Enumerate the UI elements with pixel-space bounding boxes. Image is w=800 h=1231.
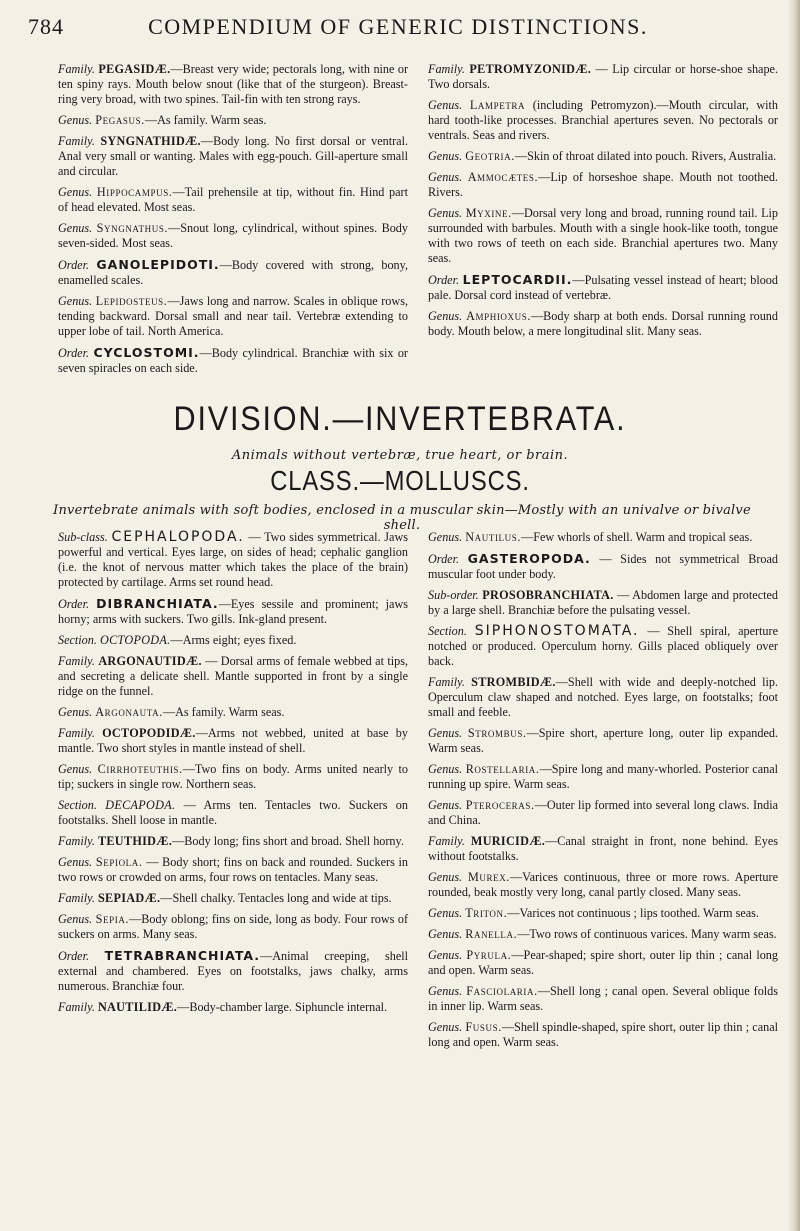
taxon-rank: Genus. bbox=[428, 170, 463, 184]
taxon-name: MURICIDÆ. bbox=[470, 834, 546, 848]
taxon-description: — Two sides symmetrical. Jaws powerful and vertical. Eyes large, on sides of head; cephalic ganglion (i.e. the knot of nervous matter which takes the place of the brain) protected by cartilage. Arms set round head. bbox=[58, 530, 408, 589]
taxon-entry bbox=[58, 855, 408, 885]
taxon-entry bbox=[58, 798, 408, 828]
taxon-name: Nautilus. bbox=[465, 530, 521, 544]
taxon-description: —Two fins on body. Arms united nearly to tip; suckers in single row. Northern seas. bbox=[58, 762, 409, 791]
taxon-description: —Body long. No first dorsal or ventral. Anal very small or wanting. Males with egg-pouch. Gill-aperture small and circular. bbox=[58, 134, 408, 178]
taxon-description: —Lip of horseshoe shape. Mouth not toothed. Rivers. bbox=[428, 170, 779, 199]
taxon-name: Pyrula. bbox=[466, 948, 512, 962]
taxon-rank: Family. bbox=[428, 675, 465, 689]
taxon-entry bbox=[58, 834, 408, 849]
taxon-entry bbox=[428, 762, 778, 792]
taxon-description: —Varices not continuous ; lips toothed. Warm seas. bbox=[507, 906, 759, 920]
taxon-name: OCTOPODIDÆ. bbox=[102, 726, 196, 740]
taxon-description: — Sides not symmetrical Broad muscular foot under body. bbox=[428, 552, 779, 581]
taxon-description: —Tail prehensile at tip, without fin. Hind part of head elevated. Most seas. bbox=[58, 185, 409, 214]
taxon-entry bbox=[428, 206, 778, 266]
taxon-description: —Snout long, cylindrical, without spines. Body seven-sided. Most seas. bbox=[58, 221, 408, 250]
taxon-entry bbox=[58, 221, 408, 251]
taxon-entry bbox=[428, 1020, 778, 1050]
taxon-entry bbox=[428, 948, 778, 978]
taxon-description: — Body short; fins on back and rounded. Suckers in two rows or crowded on arms, four rows on tentacles. Many seas. bbox=[58, 855, 408, 884]
taxon-rank: Genus. bbox=[428, 948, 463, 962]
taxon-rank: Genus. bbox=[58, 762, 93, 776]
taxon-name: Lampetra bbox=[469, 98, 526, 112]
taxon-entry bbox=[58, 530, 408, 590]
taxon-rank: Genus. bbox=[428, 1020, 463, 1034]
taxon-rank: Genus. bbox=[428, 206, 463, 220]
taxon-rank: Family. bbox=[428, 62, 465, 76]
taxon-name: SYNGNATHIDÆ. bbox=[100, 134, 201, 148]
taxon-entry bbox=[58, 912, 408, 942]
taxon-description: —Spire long and many-whorled. Posterior canal running up spire. Warm seas. bbox=[428, 762, 778, 791]
taxon-rank: Order. bbox=[58, 949, 90, 963]
taxon-entry bbox=[428, 588, 778, 618]
taxon-entry bbox=[58, 1000, 408, 1015]
taxon-name: Lepidosteus. bbox=[95, 294, 168, 308]
taxon-rank: Genus. bbox=[428, 149, 463, 163]
taxon-entry bbox=[428, 726, 778, 756]
taxon-entry bbox=[58, 654, 408, 699]
taxon-entry bbox=[428, 798, 778, 828]
taxon-description: —Outer lip formed into several long claws. India and China. bbox=[428, 798, 778, 827]
taxon-rank: Family. bbox=[58, 654, 95, 668]
taxon-name: PETROMYZONIDÆ. bbox=[469, 62, 592, 76]
taxon-entry bbox=[58, 185, 408, 215]
page-header bbox=[28, 14, 768, 44]
taxon-entry bbox=[58, 705, 408, 720]
taxon-name: NAUTILIDÆ. bbox=[97, 1000, 178, 1014]
taxon-description: —Body sharp at both ends. Dorsal running round body. Mouth below, a mere longitudinal slit. Many seas. bbox=[428, 309, 778, 338]
taxon-name: Strombus. bbox=[467, 726, 527, 740]
taxon-name: Amphioxus. bbox=[466, 309, 531, 323]
taxon-entry bbox=[58, 257, 408, 288]
taxon-name: DECAPODA. bbox=[105, 798, 176, 812]
taxon-description: —Body oblong; fins on side, long as body. Four rows of suckers on arms. Many seas. bbox=[58, 912, 409, 941]
taxon-entry bbox=[428, 530, 778, 545]
taxon-name: Fasciolaria. bbox=[466, 984, 538, 998]
taxon-rank: Family. bbox=[58, 134, 95, 148]
taxon-name: Argonauta. bbox=[95, 705, 163, 719]
taxon-entry bbox=[58, 948, 408, 994]
taxon-rank: Genus. bbox=[428, 906, 463, 920]
taxon-description: —Spire short, aperture long, outer lip expanded. Warm seas. bbox=[428, 726, 779, 755]
taxon-description: —Shell spindle-shaped, spire short, outer lip thin ; canal long and open. Warm seas. bbox=[428, 1020, 779, 1049]
taxon-rank: Genus. bbox=[428, 309, 463, 323]
taxon-entry bbox=[428, 870, 778, 900]
taxon-rank: Section. bbox=[428, 624, 467, 638]
taxon-description: (including Petromyzon).—Mouth circular, with hard tooth-like processes. Branchial apertures seven. No pectorals or ventrals. Seas and rivers. bbox=[428, 98, 778, 142]
taxon-rank: Genus. bbox=[428, 984, 463, 998]
taxon-name: SEPIADÆ. bbox=[97, 891, 161, 905]
taxon-rank: Sub-class. bbox=[58, 530, 108, 544]
taxon-name: Geotria. bbox=[465, 149, 515, 163]
taxon-description: —Breast very wide; pectorals long, with nine or ten spiny rays. Mouth below snout (like that of the sturgeon). Breast-ring very broad, with two spines. Tail-fin with ten strong rays. bbox=[58, 62, 409, 106]
taxon-name: Sepiola. bbox=[95, 855, 143, 869]
taxon-rank: Genus. bbox=[428, 927, 463, 941]
taxon-entry bbox=[58, 762, 408, 792]
taxon-rank: Genus. bbox=[58, 221, 93, 235]
taxon-description: —Animal creeping, shell external and chambered. Eyes on footstalks, jaws chalky, arms numerous. Branchiæ four. bbox=[58, 949, 409, 993]
taxon-name: Triton. bbox=[465, 906, 508, 920]
taxon-entry bbox=[428, 98, 778, 143]
taxon-name: DIBRANCHIATA. bbox=[96, 596, 219, 611]
taxon-description: — Dorsal arms of female webbed at tips, and secreting a delicate shell. Mantle supported in front by a single ridge on the funnel. bbox=[58, 654, 409, 698]
taxon-rank: Order. bbox=[428, 273, 460, 287]
taxon-rank: Section. bbox=[58, 633, 97, 647]
taxon-name: OCTOPODA. bbox=[99, 633, 171, 647]
taxon-description: —Pear-shaped; spire short, outer lip thin ; canal long and open. Warm seas. bbox=[428, 948, 778, 977]
taxon-description: —As family. Warm seas. bbox=[144, 113, 267, 127]
taxon-entry bbox=[58, 62, 408, 107]
taxon-rank: Genus. bbox=[58, 185, 93, 199]
taxon-name: Hippocampus. bbox=[96, 185, 173, 199]
taxon-rank: Genus. bbox=[58, 294, 93, 308]
taxon-name: Sepia. bbox=[95, 912, 130, 926]
class-description: Invertebrate animals with soft bodies, enclosed in a muscular skin—Mostly with an univalve or bivalve shell. bbox=[53, 503, 751, 533]
taxon-name: Pteroceras. bbox=[465, 798, 535, 812]
top-left-column bbox=[58, 62, 408, 382]
taxon-description: —Body long; fins short and broad. Shell horny. bbox=[172, 834, 404, 848]
taxon-description: —Shell long ; canal open. Several oblique folds in inner lip. Warm seas. bbox=[428, 984, 779, 1013]
taxon-rank: Genus. bbox=[428, 530, 463, 544]
taxon-name: PEGASIDÆ. bbox=[98, 62, 171, 76]
taxon-description: — Arms ten. Tentacles two. Suckers on footstalks. Shell loose in mantle. bbox=[58, 798, 408, 827]
taxon-entry bbox=[428, 927, 778, 942]
taxon-rank: Order. bbox=[58, 597, 90, 611]
taxon-rank: Family. bbox=[58, 834, 95, 848]
taxon-name: CEPHALOPODA. bbox=[111, 529, 245, 545]
taxon-description: — Shell spiral, aperture notched or produced. Operculum horny. Gills placed obliquely over back. bbox=[428, 624, 778, 668]
taxon-description: —Body-chamber large. Siphuncle internal. bbox=[177, 1000, 388, 1014]
taxon-rank: Genus. bbox=[428, 726, 463, 740]
taxon-rank: Order. bbox=[428, 552, 460, 566]
taxon-description: —Skin of throat dilated into pouch. Rivers, Australia. bbox=[514, 149, 777, 163]
taxon-rank: Genus. bbox=[428, 762, 463, 776]
taxon-entry bbox=[428, 984, 778, 1014]
taxon-entry bbox=[428, 272, 778, 303]
taxon-rank: Genus. bbox=[428, 798, 463, 812]
bottom-right-column bbox=[428, 530, 778, 1056]
taxon-description: — Abdomen large and protected by a large shell. Branchiæ before the pulsating vessel. bbox=[428, 588, 779, 617]
taxon-entry bbox=[428, 309, 778, 339]
taxon-description: —Varices continuous, three or more rows. Aperture rounded, beak mostly very long, canal partly closed. Many seas. bbox=[428, 870, 778, 899]
taxon-entry bbox=[58, 633, 408, 648]
taxon-name: Pegasus. bbox=[95, 113, 145, 127]
taxon-rank: Family. bbox=[58, 726, 95, 740]
taxon-rank: Genus. bbox=[58, 912, 93, 926]
taxon-rank: Family. bbox=[58, 1000, 95, 1014]
taxon-name: Syngnathus. bbox=[96, 221, 169, 235]
taxon-rank: Genus. bbox=[58, 705, 93, 719]
taxon-rank: Family. bbox=[58, 62, 95, 76]
bottom-left-column bbox=[58, 530, 408, 1021]
taxon-entry bbox=[58, 726, 408, 756]
taxon-rank: Genus. bbox=[58, 113, 93, 127]
taxon-rank: Section. bbox=[58, 798, 97, 812]
taxon-entry bbox=[58, 113, 408, 128]
taxon-entry bbox=[428, 834, 778, 864]
taxon-rank: Genus. bbox=[428, 98, 463, 112]
taxon-description: —Eyes sessile and prominent; jaws horny; arms with suckers. Two gills. Ink-gland present. bbox=[58, 597, 408, 626]
taxon-name: Fusus. bbox=[465, 1020, 502, 1034]
taxon-entry bbox=[428, 170, 778, 200]
taxon-rank: Sub-order. bbox=[428, 588, 479, 602]
taxon-description: —Shell with wide and deeply-notched lip. Operculum claw shaped and notched. Eyes large, on footstalks; foot small and feeble. bbox=[428, 675, 779, 719]
taxon-description: —Two rows of continuous varices. Many warm seas. bbox=[517, 927, 777, 941]
taxon-entry bbox=[58, 891, 408, 906]
taxon-description: —Arms eight; eyes fixed. bbox=[170, 633, 297, 647]
division-title: DIVISION.—INVERTEBRATA. bbox=[173, 400, 627, 438]
taxon-rank: Family. bbox=[428, 834, 465, 848]
division-subtitle: Animals without vertebræ, true heart, or brain. bbox=[231, 448, 569, 463]
running-title: COMPENDIUM OF GENERIC DISTINCTIONS. bbox=[148, 14, 648, 39]
taxon-name: Cirrhoteuthis. bbox=[97, 762, 183, 776]
taxon-entry bbox=[58, 596, 408, 627]
taxon-rank: Order. bbox=[58, 258, 90, 272]
taxon-entry bbox=[428, 551, 778, 582]
taxon-description: —As family. Warm seas. bbox=[162, 705, 285, 719]
taxon-rank: Family. bbox=[58, 891, 95, 905]
taxon-description: —Dorsal very long and broad, running round tail. Lip surrounded with barbules. Mouth with a single hook-like tooth, tongue with two rows of teeth on each side. Branchial apertures two. Many seas. bbox=[428, 206, 779, 265]
taxon-description: —Shell chalky. Tentacles long and wide at tips. bbox=[160, 891, 392, 905]
taxon-rank: Genus. bbox=[58, 855, 93, 869]
taxon-description: —Arms not webbed, united at base by mantle. Two short styles in mantle instead of shell. bbox=[58, 726, 408, 755]
taxon-name: CYCLOSTOMI. bbox=[93, 345, 200, 360]
taxon-name: Ammocætes. bbox=[467, 170, 539, 184]
taxon-entry bbox=[428, 624, 778, 669]
taxon-description: —Body covered with strong, bony, enamelled scales. bbox=[58, 258, 409, 287]
taxon-description: —Few whorls of shell. Warm and tropical seas. bbox=[521, 530, 753, 544]
taxon-description: — Lip circular or horse-shoe shape. Two dorsals. bbox=[428, 62, 778, 91]
taxon-name: STROMBIDÆ. bbox=[471, 675, 556, 689]
taxon-description: —Canal straight in front, none behind. Eyes without footstalks. bbox=[428, 834, 778, 863]
taxon-entry bbox=[428, 149, 778, 164]
taxon-name: Rostellaria. bbox=[465, 762, 540, 776]
taxon-rank: Order. bbox=[58, 346, 90, 360]
page-number: 784 bbox=[28, 14, 64, 39]
taxon-name: TETRABRANCHIATA. bbox=[104, 948, 261, 963]
taxon-description: —Jaws long and narrow. Scales in oblique rows, tending backward. Dorsal small and near tail. Vertebræ extending to upper lobe of tail. North America. bbox=[58, 294, 408, 338]
taxon-name: Ranella. bbox=[465, 927, 518, 941]
taxon-description: —Body cylindrical. Branchiæ with six or seven spiracles on each side. bbox=[58, 346, 408, 375]
taxon-entry bbox=[428, 906, 778, 921]
taxon-name: Murex. bbox=[467, 870, 510, 884]
taxon-description: —Pulsating vessel instead of heart; blood pale. Dorsal cord instead of vertebræ. bbox=[428, 273, 778, 302]
page-edge-shadow bbox=[788, 0, 800, 1231]
taxon-name: LEPTOCARDII. bbox=[462, 272, 573, 287]
taxon-entry bbox=[58, 345, 408, 376]
taxon-entry bbox=[58, 294, 408, 339]
taxon-name: Myxine. bbox=[465, 206, 512, 220]
taxon-entry bbox=[58, 134, 408, 179]
taxon-entry bbox=[428, 62, 778, 92]
taxon-name: GANOLEPIDOTI. bbox=[96, 257, 220, 272]
taxon-rank: Genus. bbox=[428, 870, 463, 884]
taxon-name: GASTEROPODA. bbox=[467, 551, 591, 566]
taxon-name: ARGONAUTIDÆ. bbox=[98, 654, 202, 668]
taxon-name: SIPHONOSTOMATA. bbox=[474, 623, 640, 639]
taxon-entry bbox=[428, 675, 778, 720]
taxon-name: TEUTHIDÆ. bbox=[97, 834, 173, 848]
top-right-column bbox=[428, 62, 778, 345]
taxon-name: PROSOBRANCHIATA. bbox=[482, 588, 614, 602]
class-title: CLASS.—MOLLUSCS. bbox=[270, 465, 530, 496]
